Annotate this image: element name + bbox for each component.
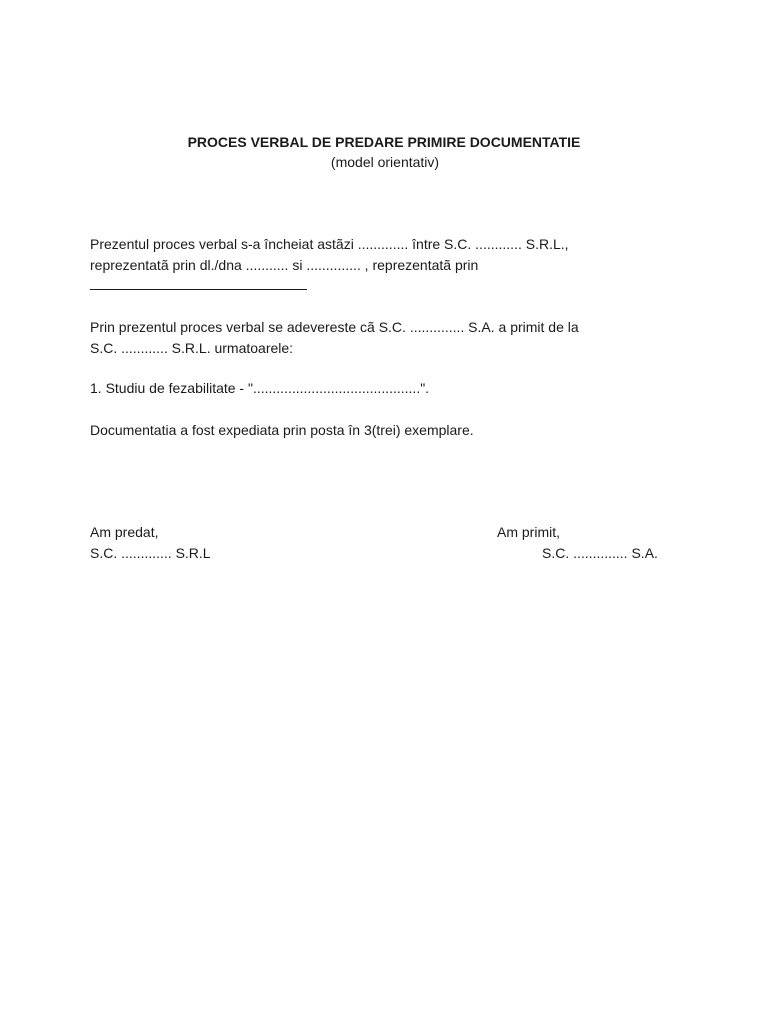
blank-signature-line bbox=[90, 289, 307, 290]
paragraph-intro bbox=[90, 234, 690, 290]
list-item-feasibility-study: 1. Studiu de fezabilitate - "...........................................". bbox=[90, 380, 430, 396]
paragraph-intro-line-2: reprezentatã prin dl./dna ........... si .............. , reprezentatã prin bbox=[90, 257, 479, 273]
document-title: PROCES VERBAL DE PREDARE PRIMIRE DOCUMENTATIE bbox=[187, 134, 581, 150]
signature-delivered-label: Am predat, bbox=[90, 524, 159, 540]
signature-received-label: Am primit, bbox=[497, 524, 560, 540]
signature-block-received bbox=[497, 522, 658, 564]
paragraph-attestation-line-1: Prin prezentul proces verbal se adevereste cã S.C. .............. S.A. a primit de la bbox=[90, 319, 579, 335]
paragraph-intro-line-1: Prezentul proces verbal s-a încheiat astãzi ............. între S.C. ............ S.R.L., bbox=[90, 236, 569, 252]
title-block bbox=[0, 132, 768, 172]
signature-delivered-company: S.C. ............. S.R.L bbox=[90, 545, 211, 561]
signature-received-company: S.C. .............. S.A. bbox=[542, 545, 658, 561]
document-subtitle: (model orientativ) bbox=[330, 154, 440, 170]
signature-block-delivered bbox=[90, 522, 211, 564]
paragraph-attestation bbox=[90, 317, 690, 359]
paragraph-attestation-line-2: S.C. ............ S.R.L. urmatoarele: bbox=[90, 340, 294, 356]
paragraph-shipping: Documentatia a fost expediata prin posta în 3(trei) exemplare. bbox=[90, 422, 474, 438]
